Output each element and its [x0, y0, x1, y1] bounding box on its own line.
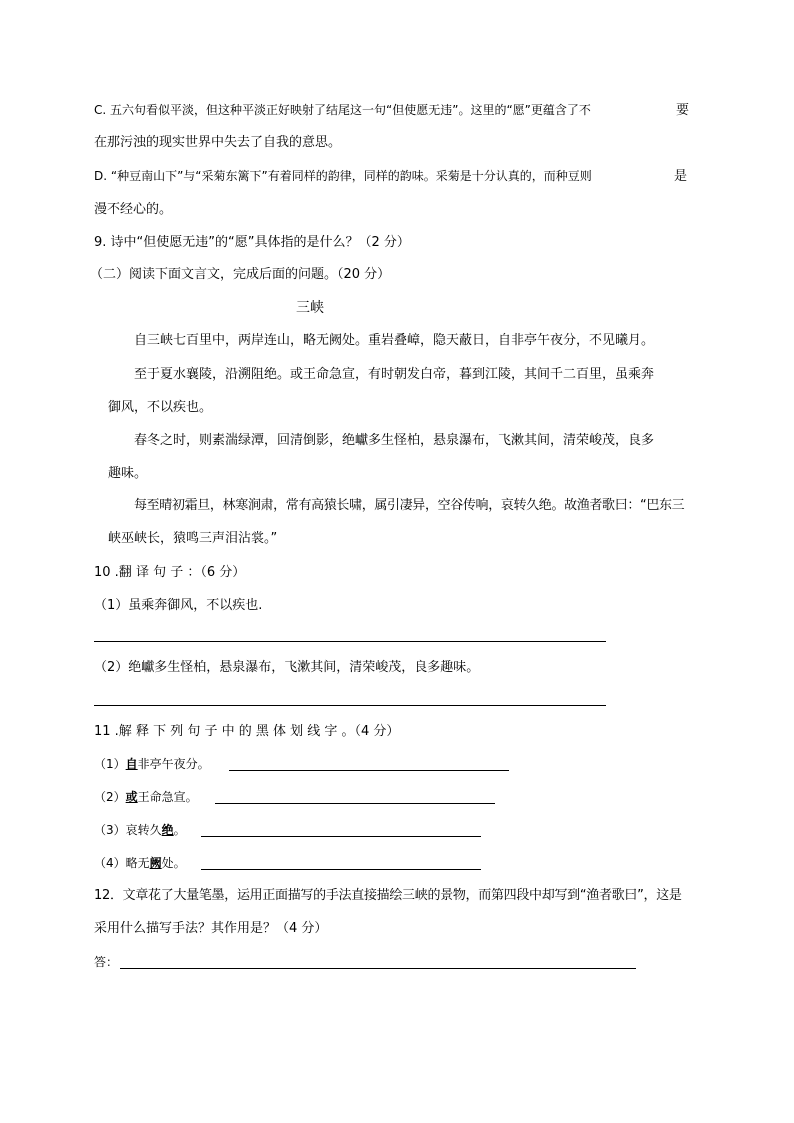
answer-line-11-4[interactable] [201, 869, 481, 870]
keyword: 绝 [161, 823, 174, 837]
question-12-line1: 12．文章花了大量笔墨，运用正面描写的手法直接描绘三峡的景物，而第四段中却写到“渔者歌曰”，这是 [94, 888, 682, 903]
passage-p2-line2: 御风，不以疾也。 [108, 400, 213, 415]
answer-line-11-2[interactable] [215, 803, 495, 804]
item-number: （2） [94, 790, 126, 804]
option-c-tail: 要 [676, 103, 690, 118]
item-text: 处。 [161, 856, 186, 870]
item-number: （4） [94, 856, 126, 870]
question-11-title: 11 .解 释 下 列 句 子 中 的 黑 体 划 线 字 。（4 分） [94, 724, 400, 739]
question-9: 9. 诗中“但使愿无违”的“愿”具体指的是什么？（2 分） [94, 235, 410, 250]
keyword: 自 [125, 757, 138, 771]
answer-line-11-1[interactable] [229, 770, 509, 771]
passage-p1: 自三峡七百里中，两岸连山，略无阙处。重岩叠嶂，隐天蔽日，自非亭午夜分，不见曦月。 [134, 333, 655, 348]
item-number: （3） [94, 823, 126, 837]
item-text: 王命急宣。 [137, 790, 198, 804]
passage-title: 三峡 [296, 300, 324, 316]
passage-p4-line1: 每至晴初霜旦，林寒涧肃，常有高猿长啸，属引凄异，空谷传响，哀转久绝。故渔者歌曰：“巴东三 [134, 498, 685, 513]
question-11-item2 [94, 791, 198, 803]
question-10-title: 10 .翻 译 句 子 ：（6 分） [94, 565, 246, 580]
answer-line-10-1[interactable] [94, 641, 606, 642]
answer-label: 答： [94, 955, 119, 969]
passage-p3-line2: 趣味。 [108, 466, 148, 481]
question-10-item1: （1）虽乘奔御风，不以疾也. [94, 598, 263, 613]
option-d-tail: 是 [674, 169, 688, 184]
keyword: 阙 [149, 856, 162, 870]
answer-line-12[interactable] [120, 968, 636, 969]
option-c-line2: 在那污浊的现实世界中失去了自我的意思。 [94, 135, 342, 150]
item-number: （1） [94, 757, 126, 771]
keyword: 或 [125, 790, 138, 804]
question-11-item1 [94, 758, 210, 770]
question-12-line2: 采用什么描写手法？其作用是？（4 分） [94, 921, 328, 936]
question-11-item4 [94, 857, 186, 869]
section-2-heading: （二）阅读下面文言文，完成后面的问题。（20 分） [90, 267, 391, 282]
passage-p2-line1: 至于夏水襄陵，沿溯阻绝。或王命急宣，有时朝发白帝，暮到江陵，其间千二百里，虽乘奔 [134, 367, 655, 382]
question-10-item2: （2）绝巘多生怪柏，悬泉瀑布，飞漱其间，清荣峻茂，良多趣味。 [94, 660, 480, 675]
question-11-item3 [94, 824, 186, 836]
option-d-line1: D. “种豆南山下”与“采菊东篱下”有着同样的韵律，同样的韵味。采菊是十分认真的，而种豆则 [94, 169, 592, 183]
answer-line-11-3[interactable] [201, 836, 481, 837]
option-c-line1 [94, 104, 591, 116]
option-d-line2: 漫不经心的。 [94, 202, 173, 217]
passage-p3-line1: 春冬之时，则素湍绿潭，回清倒影，绝巘多生怪柏，悬泉瀑布，飞漱其间，清荣峻茂，良多 [134, 433, 655, 448]
item-text: 非亭午夜分。 [137, 757, 210, 771]
item-text-pre: 略无 [125, 856, 150, 870]
passage-p4-line2: 峡巫峡长，猿鸣三声泪沾裳。” [108, 531, 278, 546]
item-text: 。 [173, 823, 186, 837]
answer-line-10-2[interactable] [94, 705, 606, 706]
item-text-pre: 哀转久 [125, 823, 162, 837]
option-c-text: C. 五六句看似平淡，但这种平淡正好映射了结尾这一句“但使愿无违”。这里的“愿”更蕴含了不 [94, 103, 591, 117]
